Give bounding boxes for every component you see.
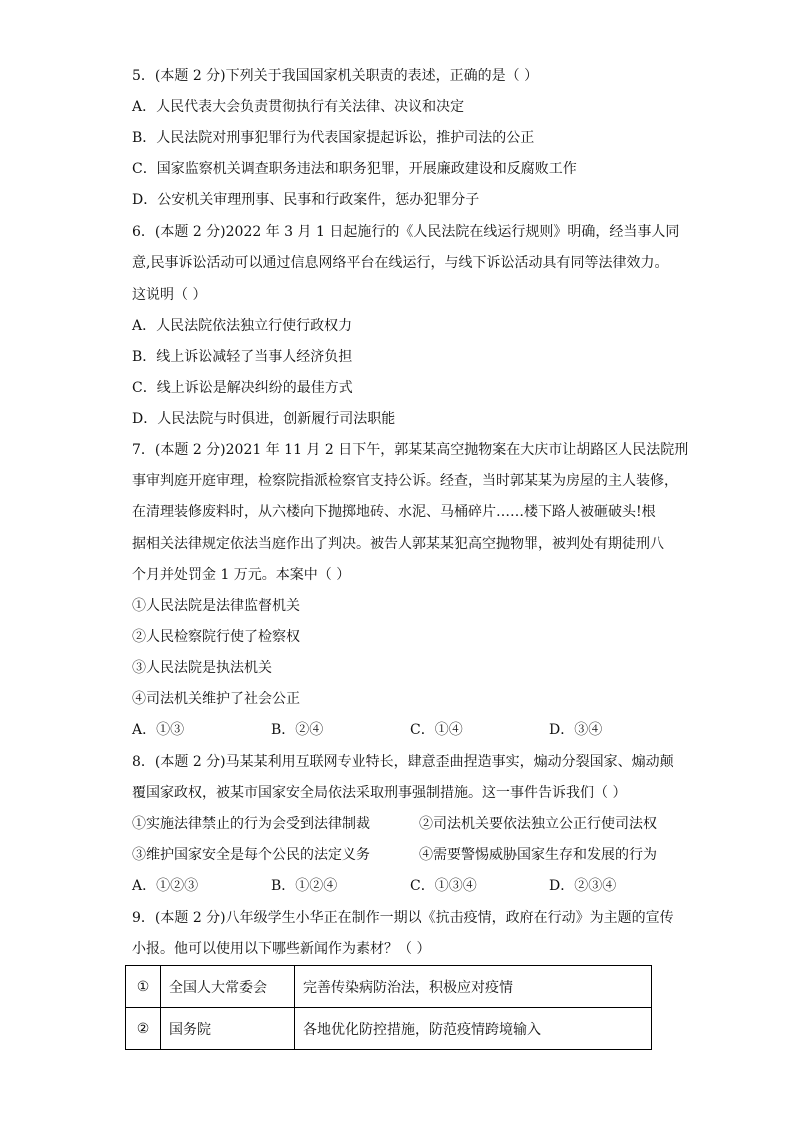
table-cell-news: 完善传染病防治法，积极应对疫情 xyxy=(295,966,652,1008)
q8-statement-4: ④需要警惕威胁国家生存和发展的行为 xyxy=(419,847,657,863)
q5-option-b: B．人民法院对刑事犯罪行为代表国家提起诉讼，推护司法的公正 xyxy=(132,130,535,146)
q5-option-c: C．国家监察机关调查职务违法和职务犯罪，开展廉政建设和反腐败工作 xyxy=(132,161,577,177)
q8-option-d: D．②③④ xyxy=(549,878,617,894)
table-cell-number: ② xyxy=(126,1008,161,1050)
q8-option-a: A．①②③ xyxy=(132,878,199,894)
table-cell-news: 各地优化防控措施，防范疫情跨境输入 xyxy=(295,1008,652,1050)
q9-stem-line-2: 小报。他可以使用以下哪些新闻作为素材？（ ） xyxy=(132,941,431,957)
q6-option-b: B．线上诉讼减轻了当事人经济负担 xyxy=(132,349,353,365)
table-cell-number: ① xyxy=(126,966,161,1008)
q7-statement-1: ①人民法院是法律监督机关 xyxy=(132,598,300,614)
q7-statement-4: ④司法机关维护了社会公正 xyxy=(132,691,300,707)
q7-stem-line-5: 个月并处罚金 1 万元。本案中（ ） xyxy=(132,567,351,583)
q8-statement-1: ①实施法律禁止的行为会受到法律制裁 xyxy=(132,816,370,832)
q7-option-b: B．②④ xyxy=(271,722,324,738)
q6-option-d: D．人民法院与时俱进，创新履行司法职能 xyxy=(132,411,396,427)
q8-statement-3: ③维护国家安全是每个公民的法定义务 xyxy=(132,847,370,863)
q6-stem-line-3: 这说明（ ） xyxy=(132,287,207,303)
q6-option-a: A．人民法院依法独立行使行政权力 xyxy=(132,318,353,334)
q6-stem-line-1: 6．(本题 2 分)2022 年 3 月 1 日起施行的《人民法院在线运行规则》明确，经当事人同 xyxy=(132,224,680,240)
q7-stem-line-1: 7．(本题 2 分)2021 年 11 月 2 日下午，郭某某高空抛物案在大庆市让胡路区人民法院刑 xyxy=(132,442,689,458)
q7-option-d: D．③④ xyxy=(549,722,603,738)
q5-option-a: A．人民代表大会负责贯彻执行有关法律、决议和决定 xyxy=(132,99,465,115)
q7-option-c: C．①④ xyxy=(410,722,463,738)
q7-stem-line-2: 事审判庭开庭审理，检察院指派检察官支持公诉。经查，当时郭某某为房屋的主人装修， xyxy=(132,473,678,489)
q7-option-a: A．①③ xyxy=(132,722,185,738)
q5-option-d: D．公安机关审理刑事、民事和行政案件，惩办犯罪分子 xyxy=(132,192,480,208)
q8-stem-line-2: 覆国家政权，被某市国家安全局依法采取刑事强制措施。这一事件告诉我们（ ） xyxy=(132,785,627,801)
q7-statement-2: ②人民检察院行使了检察权 xyxy=(132,629,300,645)
q8-option-b: B．①②④ xyxy=(271,878,338,894)
q9-stem-line-1: 9．(本题 2 分)八年级学生小华正在制作一期以《抗击疫情，政府在行动》为主题的宣传 xyxy=(132,910,674,926)
table-row xyxy=(126,1008,652,1050)
q8-stem-line-1: 8．(本题 2 分)马某某利用互联网专业特长，肆意歪曲捏造事实，煽动分裂国家、煽动颠 xyxy=(132,754,674,770)
q7-stem-line-4: 据相关法律规定依法当庭作出了判决。被告人郭某某犯高空抛物罪，被判处有期徒刑八 xyxy=(132,536,664,552)
table-row xyxy=(126,966,652,1008)
q7-statement-3: ③人民法院是执法机关 xyxy=(132,660,272,676)
q7-stem-line-3: 在清理装修废料时，从六楼向下抛掷地砖、水泥、马桶碎片……楼下路人被砸破头!根 xyxy=(132,504,656,520)
q9-news-table xyxy=(125,965,652,1050)
q6-stem-line-2: 意,民事诉讼活动可以通过信息网络平台在线运行，与线下诉讼活动具有同等法律效力。 xyxy=(132,255,669,271)
q8-statement-2: ②司法机关要依法独立公正行使司法权 xyxy=(419,816,657,832)
q8-option-c: C．①③④ xyxy=(410,878,477,894)
q6-option-c: C．线上诉讼是解决纠纷的最佳方式 xyxy=(132,380,353,396)
table-cell-agency: 全国人大常委会 xyxy=(161,966,295,1008)
table-cell-agency: 国务院 xyxy=(161,1008,295,1050)
q5-stem: 5．(本题 2 分)下列关于我国国家机关职责的表述，正确的是（ ） xyxy=(132,68,539,84)
